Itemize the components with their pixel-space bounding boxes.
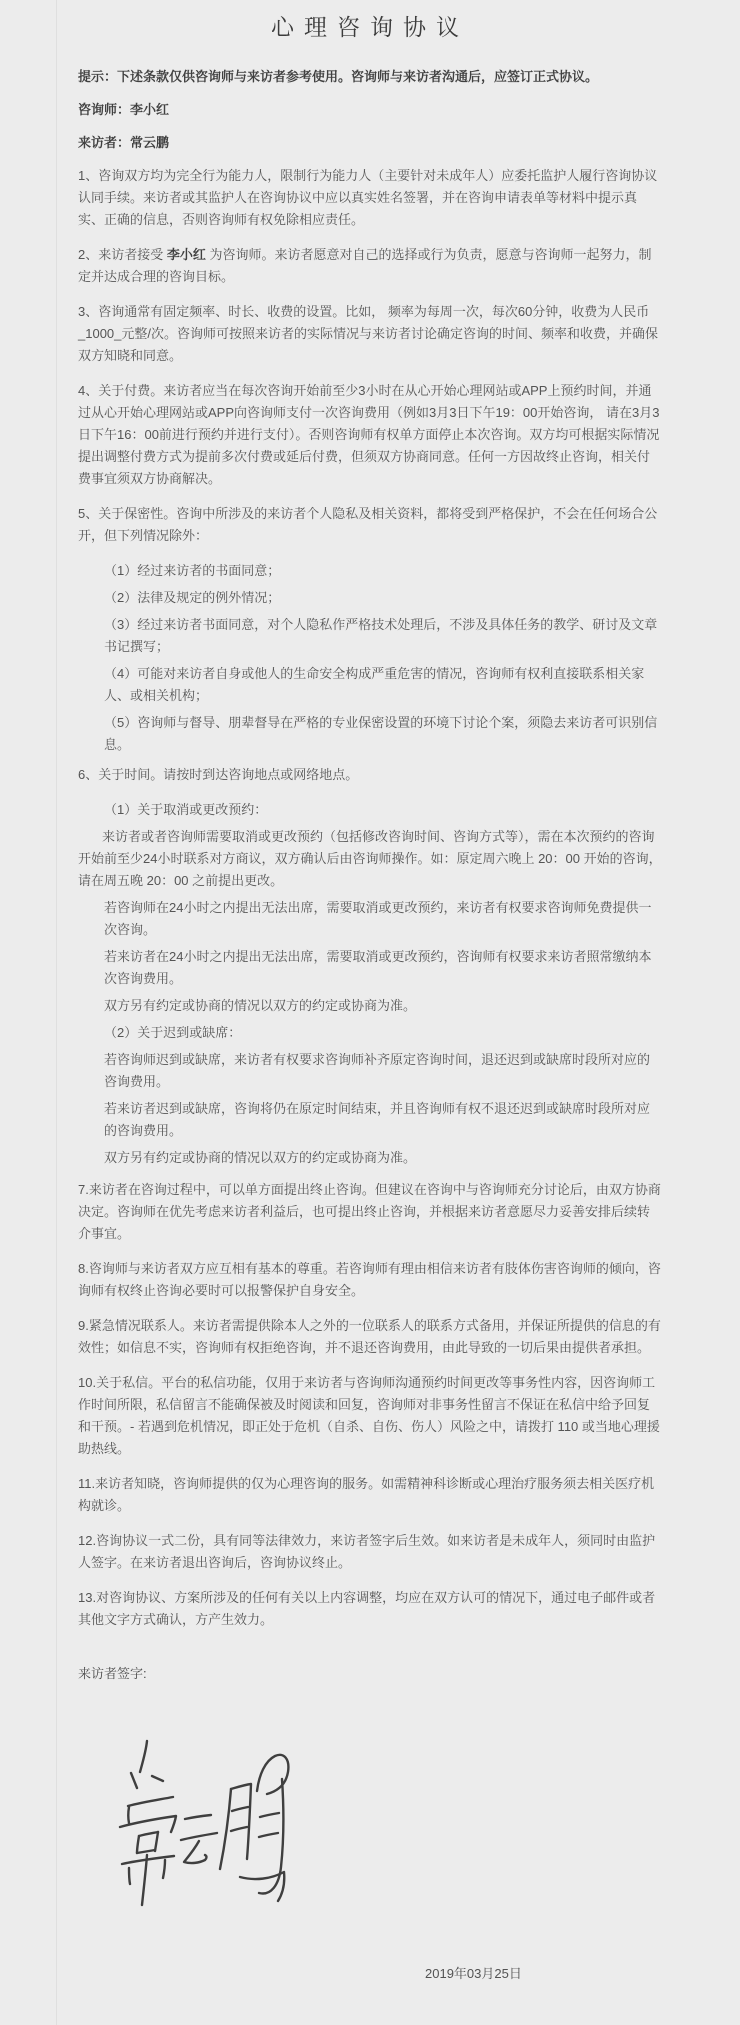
clause-6-section-2-item-2: 若来访者迟到或缺席，咨询将仍在原定时间结束，并且咨询师有权不退还迟到或缺席时段所对应的咨询费用。 [104, 1101, 651, 1138]
date-text: 2019年03月25日 [425, 1966, 522, 1981]
clause-2 [78, 244, 662, 288]
notice-text: 提示：下述条款仅供咨询师与来访者参考使用。咨询师与来访者沟通后，应签订正式协议。 [78, 69, 599, 84]
clause-5: 5、关于保密性。咨询中所涉及的来访者个人隐私及相关资料，都将受到严格保护，不会在任何场合公开，但下列情况除外： [78, 506, 658, 543]
clause-5-item-1: （1）经过来访者的书面同意； [104, 563, 281, 578]
signature-handwriting [85, 1729, 300, 1915]
clause-6: 6、关于时间。请按时到达咨询地点或网络地点。 [78, 767, 359, 782]
clause-1: 1、咨询双方均为完全行为能力人，限制行为能力人（主要针对未成年人）应委托监护人履行咨询协议认同手续。来访者或其监护人在咨询协议中应以真实姓名签署，并在咨询申请表单等材料中提示真实、正确的信息，否则咨询师有权免除相应责任。 [78, 168, 658, 227]
date-line [78, 1963, 662, 1985]
visitor-label: 来访者： [78, 135, 131, 150]
clause-6-section-1-item-2: 若来访者在24小时之内提出无法出席，需要取消或更改预约，咨询师有权要求来访者照常缴纳本次咨询费用。 [104, 949, 652, 986]
clause-8: 8.咨询师与来访者双方应互相有基本的尊重。若咨询师有理由相信来访者有肢体伤害咨询师的倾向，咨询师有权终止咨询必要时可以报警保护自身安全。 [78, 1261, 661, 1298]
clause-5-item-4: （4）可能对来访者自身或他人的生命安全构成严重危害的情况，咨询师有权利直接联系相关家人、或相关机构； [104, 666, 645, 703]
visitor-line [78, 132, 662, 154]
counselor-label: 咨询师： [78, 102, 131, 117]
signature-label: 来访者签字: [78, 1666, 147, 1681]
visitor-name: 常云鹏 [130, 135, 170, 150]
clause-5-item-5: （5）咨询师与督导、朋辈督导在严格的专业保密设置的环境下讨论个案，须隐去来访者可识别信息。 [104, 715, 658, 752]
clause-5-item-2: （2）法律及规定的例外情况； [104, 590, 281, 605]
clause-6-section-1-item-3: 双方另有约定或协商的情况以双方的约定或协商为准。 [104, 998, 417, 1013]
clause-6-section-2-item-3: 双方另有约定或协商的情况以双方的约定或协商为准。 [104, 1150, 417, 1165]
counselor-name: 李小红 [130, 102, 170, 117]
clause-11: 11.来访者知晓，咨询师提供的仅为心理咨询的服务。如需精神科诊断或心理治疗服务须去相关医疗机构就诊。 [78, 1476, 655, 1513]
clause-6-section-1-body: 来访者或者咨询师需要取消或更改预约（包括修改咨询时间、咨询方式等），需在本次预约的咨询开始前至少24小时联系对方商议，双方确认后由咨询师操作。如：原定周六晚上 20：00 开始的咨询，请在周五晚 20：00 之前提出更改。 [78, 829, 662, 888]
clause-6-section-2-title: （2）关于迟到或缺席： [104, 1025, 242, 1040]
clause-3: 3、咨询通常有固定频率、时长、收费的设置。比如， 频率为每周一次，每次60分钟，收费为人民币_1000_元整/次。咨询师可按照来访者的实际情况与来访者讨论确定咨询的时间、频率和收费，并确保双方知晓和同意。 [78, 304, 658, 363]
clause-12: 12.咨询协议一式二份，具有同等法律效力，来访者签字后生效。如来访者是未成年人，须同时由监护人签字。在来访者退出咨询后，咨询协议终止。 [78, 1533, 656, 1570]
clause-2-pre: 2、来访者接受 [78, 247, 167, 262]
clause-9: 9.紧急情况联系人。来访者需提供除本人之外的一位联系人的联系方式备用，并保证所提供的信息的有效性；如信息不实，咨询师有权拒绝咨询，并不退还咨询费用，由此导致的一切后果由提供者承担。 [78, 1318, 661, 1355]
document-title: 心理咨询协议 [271, 14, 469, 40]
clause-5-item-3: （3）经过来访者书面同意，对个人隐私作严格技术处理后，不涉及具体任务的教学、研讨及文章书记撰写； [104, 617, 658, 654]
clause-2-post: 为咨询师。来访者愿意对自己的选择或行为负责，愿意与咨询师一起努力，制定并达成合理的咨询目标。 [78, 247, 652, 284]
left-divider [56, 0, 57, 2025]
clause-6-section-2-item-1: 若咨询师迟到或缺席，来访者有权要求咨询师补齐原定咨询时间，退还迟到或缺席时段所对应的咨询费用。 [104, 1052, 651, 1089]
clause-6-section-1-title: （1）关于取消或更改预约： [104, 802, 268, 817]
counselor-line [78, 99, 662, 121]
clause-10: 10.关于私信。平台的私信功能，仅用于来访者与咨询师沟通预约时间更改等事务性内容，因咨询师工作时间所限，私信留言不能确保被及时阅读和回复，咨询师对非事务性留言不保证在私信中给予回复和干预。- 若遇到危机情况，即正处于危机（自杀、自伤、伤人）风险之中，请拨打 110 或当地心理援助热线。 [78, 1375, 660, 1456]
clause-13: 13.对咨询协议、方案所涉及的任何有关以上内容调整，均应在双方认可的情况下，通过电子邮件或者其他文字方式确认，方产生效力。 [78, 1590, 656, 1627]
counselor-name-inline: 李小红 [166, 247, 206, 262]
clause-6-section-1-item-1: 若咨询师在24小时之内提出无法出席，需要取消或更改预约，来访者有权要求咨询师免费提供一次咨询。 [104, 900, 652, 937]
clause-4: 4、关于付费。来访者应当在每次咨询开始前至少3小时在从心开始心理网站或APP上预约时间，并通过从心开始心理网站或APP向咨询师支付一次咨询费用（例如3月3日下午19：00开始咨询， 请在3月3日下午16：00前进行预约并进行支付）。否则咨询师有权单方面停止本次咨询。双方均可根据实际情况提出调整付费方式为提前多次付费或延后付费，但须双方协商同意。任何一方因故终止咨询，相关付费事宜须双方协商解决。 [78, 383, 660, 486]
clause-7: 7.来访者在咨询过程中，可以单方面提出终止咨询。但建议在咨询中与咨询师充分讨论后，由双方协商决定。咨询师在优先考虑来访者利益后，也可提出终止咨询，并根据来访者意愿尽力妥善安排后续转介事宜。 [78, 1182, 661, 1241]
